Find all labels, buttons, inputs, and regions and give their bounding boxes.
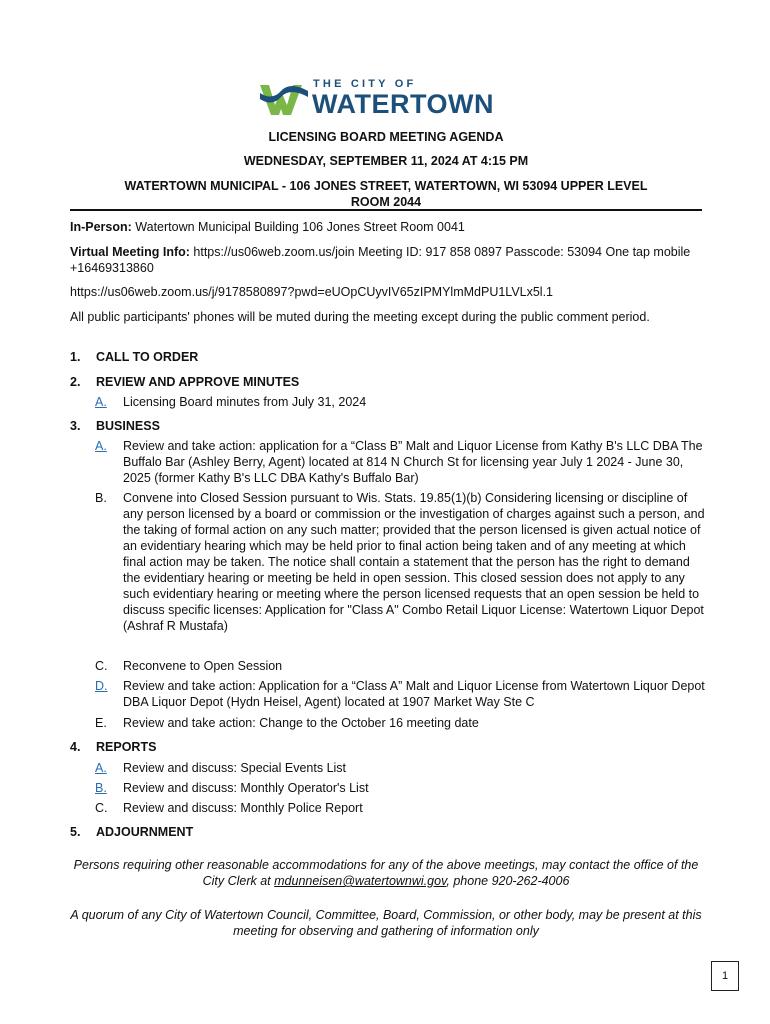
- location-line-2: ROOM 2044: [350, 195, 422, 209]
- item-text: Review and take action: application for a “Class B” Malt and Liquor License from Kathy B's LLC DBA The Buffalo Bar (Ashley Berry, Agent) located at 814 N Church St for licensing year July 1 2024 - June 30, 2025 (former Kathy B's LLC DBA Kathy's Buffalo Bar): [123, 439, 703, 485]
- item-letter: C.: [95, 659, 108, 673]
- item-text: Review and discuss: Monthly Police Report: [123, 801, 363, 815]
- section-title: REPORTS: [96, 740, 157, 754]
- accommodation-notice: [70, 857, 702, 889]
- section-title: ADJOURNMENT: [96, 825, 194, 839]
- accommodation-phone: , phone 920-262-4006: [446, 874, 570, 888]
- agenda-item-4b: [95, 780, 705, 796]
- in-person-text: Watertown Municipal Building 106 Jones Street Room 0041: [131, 220, 465, 234]
- city-logo: [260, 78, 512, 120]
- section-number: 2.: [70, 375, 81, 389]
- item-link-3d[interactable]: D.: [95, 679, 108, 693]
- item-text: Review and take action: Change to the October 16 meeting date: [123, 716, 479, 730]
- section-review-minutes: [70, 374, 299, 390]
- item-text: Review and take action: Application for a “Class A” Malt and Liquor License from Watertown Liquor Depot DBA Liquor Depot (Hydn Heisel, Agent) located at 1907 Market Way Ste C: [123, 679, 705, 709]
- agenda-item-4a: [95, 760, 705, 776]
- agenda-item-3e: [95, 715, 705, 731]
- agenda-item-3d: [95, 678, 705, 710]
- section-call-to-order: [70, 349, 198, 365]
- quorum-notice: A quorum of any City of Watertown Council, Committee, Board, Commission, or other body, may be present at this meeting for observing and gathering of information only: [70, 908, 702, 938]
- section-title: BUSINESS: [96, 419, 160, 433]
- agenda-title: LICENSING BOARD MEETING AGENDA: [268, 130, 504, 144]
- section-title: REVIEW AND APPROVE MINUTES: [96, 375, 300, 389]
- mute-notice: All public participants' phones will be muted during the meeting except during the public comment period.: [70, 310, 650, 324]
- virtual-label: Virtual Meeting Info:: [70, 245, 190, 259]
- meeting-date: WEDNESDAY, SEPTEMBER 11, 2024 AT 4:15 PM: [243, 154, 529, 168]
- in-person-info: [70, 219, 702, 235]
- section-number: 5.: [70, 825, 81, 839]
- zoom-link[interactable]: https://us06web.zoom.us/j/9178580897?pwd=eUOpCUyvIV65zIPMYlmMdPU1LVLx5l.1: [70, 285, 554, 299]
- logo-big-text: WATERTOWN: [312, 89, 494, 119]
- item-letter: E.: [95, 716, 107, 730]
- item-letter: C.: [95, 801, 108, 815]
- section-reports: [70, 739, 156, 755]
- accommodation-text: Persons requiring other reasonable accommodations for any of the above meetings, may contact the office of the City Clerk at: [73, 858, 699, 888]
- item-text: Review and discuss: Special Events List: [123, 761, 347, 775]
- in-person-label: In-Person:: [70, 220, 132, 234]
- section-title: CALL TO ORDER: [96, 350, 199, 364]
- header-divider: [70, 209, 702, 211]
- agenda-item-3a: [95, 438, 705, 486]
- item-link-2a[interactable]: A.: [95, 395, 107, 409]
- item-link-4b[interactable]: B.: [95, 781, 107, 795]
- section-number: 1.: [70, 350, 81, 364]
- item-text: Convene into Closed Session pursuant to Wis. Stats. 19.85(1)(b) Considering licensing or discipline of any person licensed by a board or commission or the investigation of charges against such a person, and the taking of formal action on any such matter; provided that the person licensed is given actual notice of an evidentiary hearing which may be held prior to final action being taken and of any meeting at which final action may be taken. The notice shall contain a statement that the person has the right to demand the evidentiary hearing or meeting be held in open session. This closed session does not apply to any such evidentiary hearing or meeting where the person licensed requests that an open session be held to discuss specific licenses: Application for "Class A" Combo Retail Liquor License: Watertown Liquor Depot (Ashraf R Mustafa): [123, 491, 705, 633]
- section-number: 3.: [70, 419, 81, 433]
- section-adjournment: [70, 824, 193, 840]
- watertown-logo-icon: [260, 81, 308, 117]
- meeting-location: [70, 178, 702, 210]
- location-line-1: WATERTOWN MUNICIPAL - 106 JONES STREET, WATERTOWN, WI 53094 UPPER LEVEL: [124, 179, 648, 193]
- page-number: 1: [711, 961, 739, 991]
- agenda-item-4c: [95, 800, 705, 816]
- clerk-email-link[interactable]: mdunneisen@watertownwi.gov: [274, 874, 447, 888]
- section-business: [70, 418, 160, 434]
- agenda-item-2a: [95, 394, 705, 410]
- section-number: 4.: [70, 740, 81, 754]
- virtual-meeting-info: [70, 244, 702, 276]
- virtual-text: https://us06web.zoom.us/join Meeting ID: 917 858 0897 Passcode: 53094 One tap mobile +16469313860: [70, 245, 691, 275]
- agenda-item-3c: [95, 658, 705, 674]
- logo-small-text: THE CITY OF: [313, 78, 417, 90]
- item-text: Licensing Board minutes from July 31, 2024: [123, 395, 367, 409]
- item-text: Reconvene to Open Session: [123, 659, 283, 673]
- agenda-item-3b: [95, 490, 705, 634]
- item-letter: B.: [95, 491, 107, 505]
- item-text: Review and discuss: Monthly Operator's List: [123, 781, 369, 795]
- item-link-3a[interactable]: A.: [95, 439, 107, 453]
- item-link-4a[interactable]: A.: [95, 761, 107, 775]
